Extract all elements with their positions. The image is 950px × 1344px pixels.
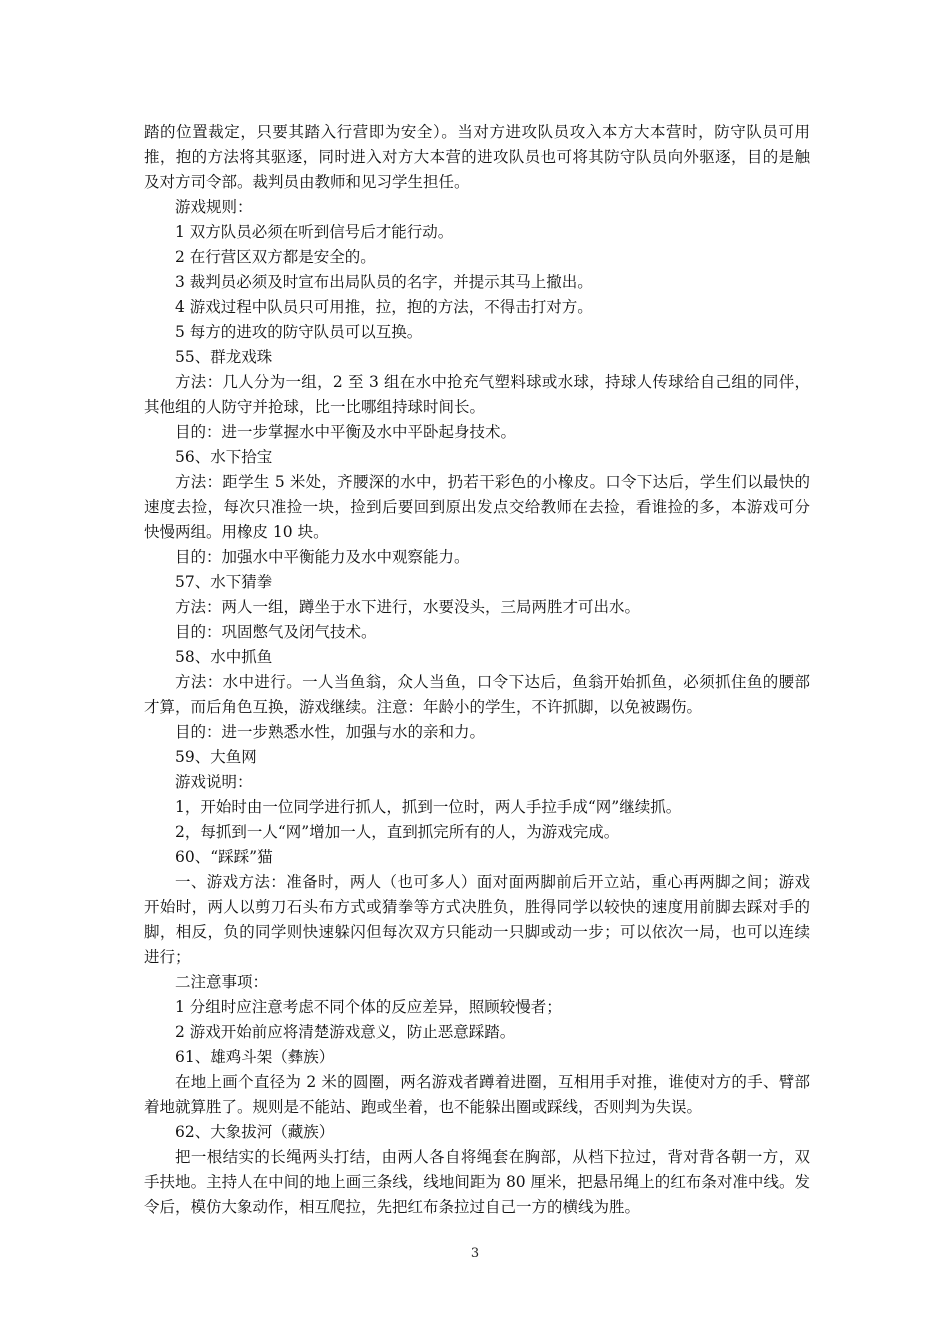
- paragraph: 2，每抓到一人“网”增加一人，直到抓完所有的人，为游戏完成。: [175, 823, 620, 841]
- paragraph: 目的：进一步掌握水中平衡及水中平卧起身技术。: [175, 423, 517, 441]
- paragraph: 58、水中抓鱼: [175, 648, 273, 666]
- paragraph: 1 双方队员必须在听到信号后才能行动。: [175, 223, 454, 241]
- paragraph: 55、群龙戏珠: [175, 348, 273, 366]
- paragraph: 2 游戏开始前应将清楚游戏意义，防止恶意踩踏。: [175, 1023, 516, 1041]
- paragraph: 游戏规则：: [175, 198, 253, 216]
- paragraph: 二注意事项：: [175, 973, 269, 991]
- paragraph: 在地上画个直径为 2 米的圆圈，两名游戏者蹲着进圈，互相用手对推，谁使对方的手、臂部着地就算胜了。规则是不能站、跑或坐着，也不能躲出圈或踩线，否则判为失误。: [144, 1073, 810, 1116]
- paragraph: 一、游戏方法：准备时，两人（也可多人）面对面两脚前后开立站，重心再两脚之间；游戏开始时，两人以剪刀石头布方式或猜拳等方式决胜负，胜得同学以较快的速度用前脚去踩对手的脚，相反，负的同学则快速躲闪但每次双方只能动一只脚或动一步；可以依次一局，也可以连续进行；: [144, 873, 810, 966]
- paragraph: 60、“踩踩”猫: [175, 848, 273, 866]
- paragraph: 方法：距学生 5 米处，齐腰深的水中，扔若干彩色的小橡皮。口令下达后，学生们以最快的速度去捡，每次只准捡一块，捡到后要回到原出发点交给教师在去捡，看谁捡的多，本游戏可分快慢两组。用橡皮 10 块。: [144, 473, 810, 541]
- document-body: [144, 120, 810, 1220]
- paragraph: 踏的位置裁定，只要其踏入行营即为安全）。当对方进攻队员攻入本方大本营时，防守队员可用推，抱的方法将其驱逐，同时进入对方大本营的进攻队员也可将其防守队员向外驱逐，目的是触及对方司令部。裁判员由教师和见习学生担任。: [144, 123, 810, 191]
- paragraph: 62、大象拔河（藏族）: [175, 1123, 335, 1141]
- paragraph: 方法：水中进行。一人当鱼翁，众人当鱼，口令下达后，鱼翁开始抓鱼，必须抓住鱼的腰部才算，而后角色互换，游戏继续。注意：年龄小的学生，不许抓脚，以免被踢伤。: [144, 673, 810, 716]
- paragraph: 1 分组时应注意考虑不同个体的反应差异，照顾较慢者；: [175, 998, 562, 1016]
- paragraph: 方法：两人一组，蹲坐于水下进行，水要没头，三局两胜才可出水。: [175, 598, 641, 616]
- paragraph: 目的：进一步熟悉水性，加强与水的亲和力。: [175, 723, 486, 741]
- paragraph: 游戏说明：: [175, 773, 253, 791]
- paragraph: 2 在行营区双方都是安全的。: [175, 248, 376, 266]
- paragraph: 目的：巩固憋气及闭气技术。: [175, 623, 377, 641]
- page-number: 3: [470, 1246, 480, 1261]
- paragraph: 57、水下猜拳: [175, 573, 273, 591]
- paragraph: 56、水下拾宝: [175, 448, 273, 466]
- paragraph: 目的：加强水中平衡能力及水中观察能力。: [175, 548, 470, 566]
- paragraph: 方法：几人分为一组，2 至 3 组在水中抢充气塑料球或水球，持球人传球给自己组的同伴，其他组的人防守并抢球，比一比哪组持球时间长。: [144, 373, 810, 416]
- paragraph: 1，开始时由一位同学进行抓人，抓到一位时，两人手拉手成“网”继续抓。: [175, 798, 682, 816]
- paragraph: 3 裁判员必须及时宣布出局队员的名字，并提示其马上撤出。: [175, 273, 593, 291]
- paragraph: 61、雄鸡斗架（彝族）: [175, 1048, 335, 1066]
- paragraph: 把一根结实的长绳两头打结，由两人各自将绳套在胸部，从档下拉过，背对背各朝一方，双手扶地。主持人在中间的地上画三条线，线地间距为 80 厘米，把悬吊绳上的红布条对准中线。发令后，模仿大象动作，相互爬拉，先把红布条拉过自己一方的横线为胜。: [144, 1148, 810, 1216]
- paragraph: 4 游戏过程中队员只可用推，拉，抱的方法，不得击打对方。: [175, 298, 593, 316]
- paragraph: 5 每方的进攻的防守队员可以互换。: [175, 323, 423, 341]
- paragraph: 59、大鱼网: [175, 748, 257, 766]
